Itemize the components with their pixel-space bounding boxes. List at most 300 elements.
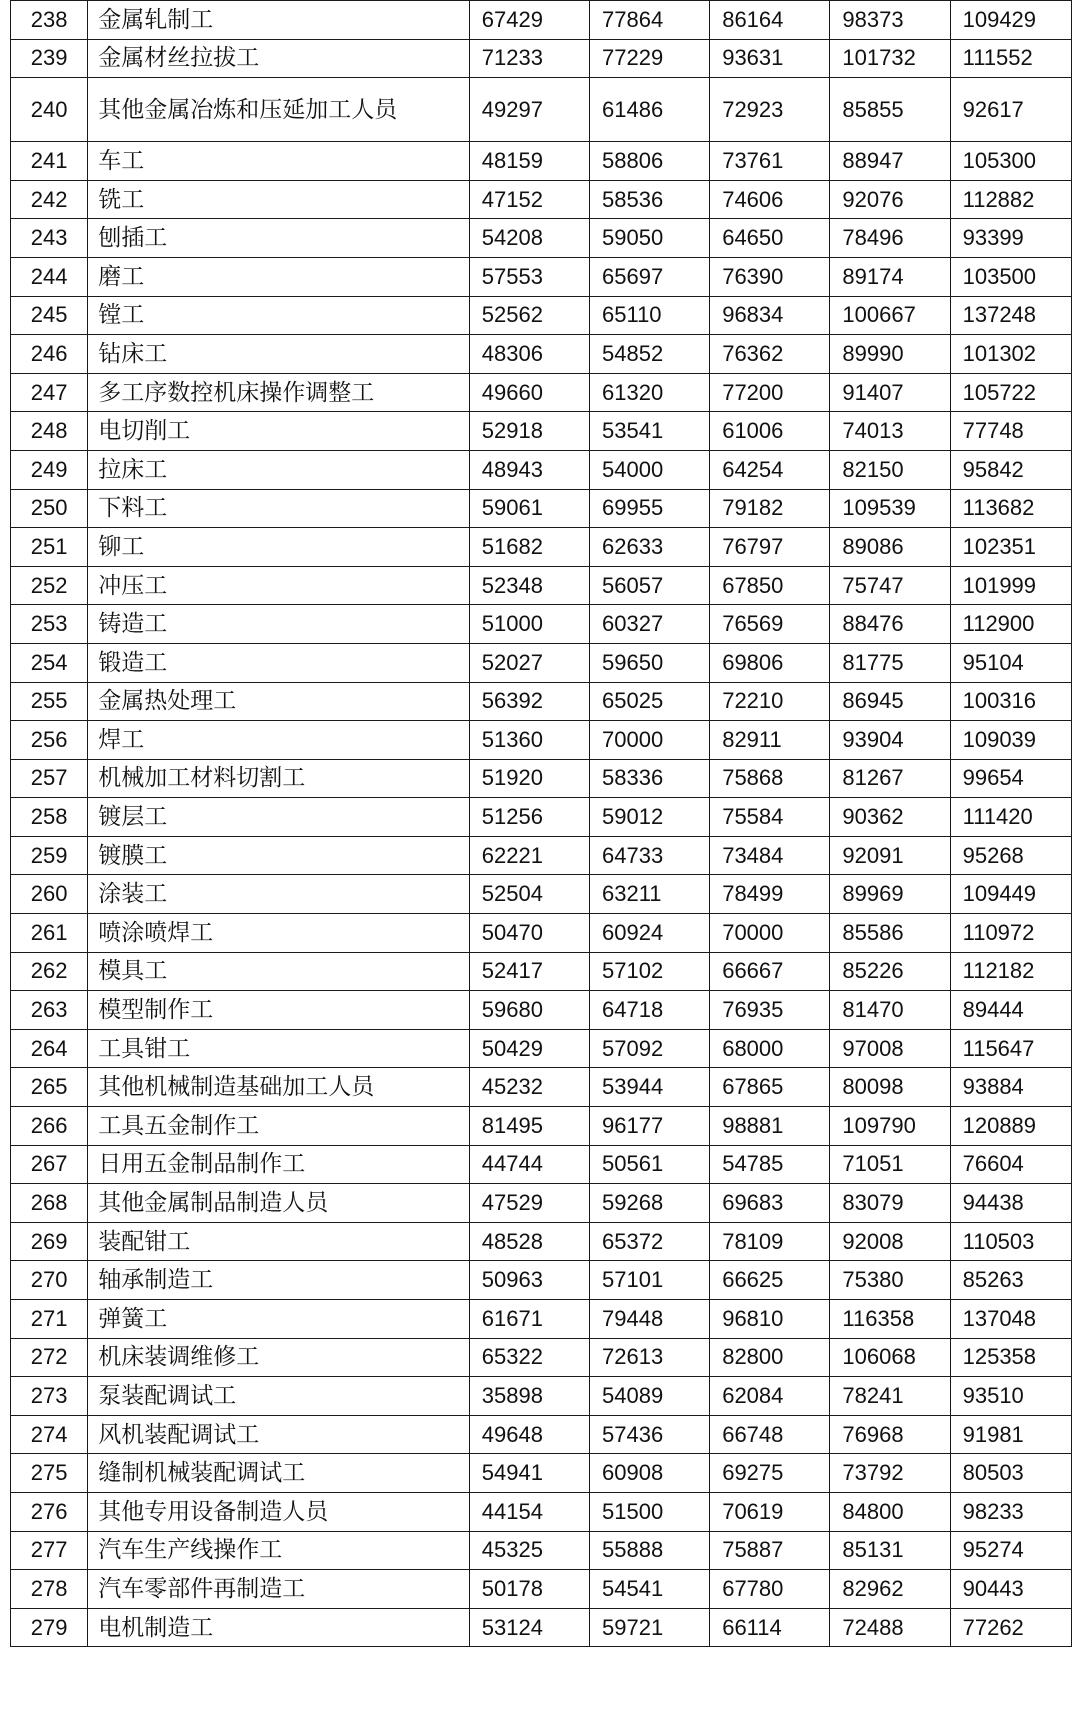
occupation-name-cell: 冲压工 [88,566,470,605]
occupation-name-cell: 铣工 [88,180,470,219]
table-row [11,450,1072,489]
salary-value-cell: 106068 [830,1338,950,1377]
table-row [11,759,1072,798]
salary-value-cell: 47529 [469,1184,589,1223]
table-row [11,1184,1072,1223]
salary-value-cell: 51360 [469,721,589,760]
salary-value-cell: 116358 [830,1300,950,1339]
salary-table-page [10,0,1072,1647]
table-row [11,142,1072,181]
salary-value-cell: 75747 [830,566,950,605]
salary-value-cell: 76968 [830,1415,950,1454]
salary-value-cell: 68000 [710,1029,830,1068]
table-row [11,721,1072,760]
occupation-code-cell: 266 [11,1107,88,1146]
salary-value-cell: 79182 [710,489,830,528]
occupation-name-cell: 其他金属冶炼和压延加工人员 [88,78,470,142]
occupation-code-cell: 278 [11,1570,88,1609]
occupation-name-cell: 喷涂喷焊工 [88,914,470,953]
salary-value-cell: 77748 [950,412,1071,451]
salary-value-cell: 97008 [830,1029,950,1068]
occupation-name-cell: 电切削工 [88,412,470,451]
salary-value-cell: 71051 [830,1145,950,1184]
salary-value-cell: 66625 [710,1261,830,1300]
salary-value-cell: 93884 [950,1068,1071,1107]
occupation-name-cell: 刨插工 [88,219,470,258]
salary-value-cell: 54000 [590,450,710,489]
salary-value-cell: 59680 [469,991,589,1030]
salary-value-cell: 59061 [469,489,589,528]
salary-value-cell: 82800 [710,1338,830,1377]
salary-value-cell: 54852 [590,335,710,374]
salary-value-cell: 52348 [469,566,589,605]
occupation-code-cell: 242 [11,180,88,219]
occupation-code-cell: 240 [11,78,88,142]
salary-value-cell: 111552 [950,39,1071,78]
salary-value-cell: 112900 [950,605,1071,644]
occupation-name-cell: 下料工 [88,489,470,528]
table-row [11,1531,1072,1570]
occupation-code-cell: 262 [11,952,88,991]
occupation-code-cell: 277 [11,1531,88,1570]
salary-value-cell: 45325 [469,1531,589,1570]
salary-value-cell: 115647 [950,1029,1071,1068]
occupation-name-cell: 机械加工材料切割工 [88,759,470,798]
table-row [11,1454,1072,1493]
salary-value-cell: 91981 [950,1415,1071,1454]
salary-value-cell: 53124 [469,1608,589,1647]
salary-value-cell: 60908 [590,1454,710,1493]
salary-value-cell: 50561 [590,1145,710,1184]
occupation-name-cell: 金属热处理工 [88,682,470,721]
table-row [11,566,1072,605]
salary-value-cell: 78109 [710,1222,830,1261]
salary-value-cell: 113682 [950,489,1071,528]
salary-value-cell: 98233 [950,1492,1071,1531]
occupation-code-cell: 246 [11,335,88,374]
salary-value-cell: 65322 [469,1338,589,1377]
occupation-name-cell: 镀膜工 [88,836,470,875]
occupation-code-cell: 270 [11,1261,88,1300]
occupation-name-cell: 其他专用设备制造人员 [88,1492,470,1531]
occupation-code-cell: 253 [11,605,88,644]
salary-value-cell: 110972 [950,914,1071,953]
table-row [11,1107,1072,1146]
occupation-code-cell: 247 [11,373,88,412]
table-row [11,1029,1072,1068]
occupation-code-cell: 250 [11,489,88,528]
salary-value-cell: 77229 [590,39,710,78]
salary-value-cell: 58336 [590,759,710,798]
occupation-name-cell: 缝制机械装配调试工 [88,1454,470,1493]
salary-value-cell: 109790 [830,1107,950,1146]
salary-value-cell: 69683 [710,1184,830,1223]
salary-value-cell: 54941 [469,1454,589,1493]
salary-value-cell: 53541 [590,412,710,451]
salary-value-cell: 70000 [590,721,710,760]
occupation-code-cell: 243 [11,219,88,258]
salary-value-cell: 67429 [469,1,589,40]
salary-value-cell: 95104 [950,643,1071,682]
occupation-name-cell: 轴承制造工 [88,1261,470,1300]
salary-value-cell: 64650 [710,219,830,258]
salary-value-cell: 75868 [710,759,830,798]
salary-value-cell: 95274 [950,1531,1071,1570]
salary-value-cell: 45232 [469,1068,589,1107]
table-row [11,875,1072,914]
salary-value-cell: 80503 [950,1454,1071,1493]
salary-value-cell: 52027 [469,643,589,682]
salary-value-cell: 81775 [830,643,950,682]
occupation-code-cell: 275 [11,1454,88,1493]
occupation-name-cell: 锻造工 [88,643,470,682]
salary-value-cell: 73484 [710,836,830,875]
table-row [11,1570,1072,1609]
salary-value-cell: 83079 [830,1184,950,1223]
salary-value-cell: 51500 [590,1492,710,1531]
salary-value-cell: 49648 [469,1415,589,1454]
salary-value-cell: 51256 [469,798,589,837]
salary-value-cell: 70619 [710,1492,830,1531]
occupation-name-cell: 镀层工 [88,798,470,837]
salary-value-cell: 57553 [469,257,589,296]
salary-value-cell: 77864 [590,1,710,40]
table-row [11,1492,1072,1531]
salary-value-cell: 48159 [469,142,589,181]
salary-value-cell: 67850 [710,566,830,605]
occupation-code-cell: 244 [11,257,88,296]
salary-value-cell: 57092 [590,1029,710,1068]
salary-value-cell: 61006 [710,412,830,451]
salary-value-cell: 82962 [830,1570,950,1609]
salary-value-cell: 86164 [710,1,830,40]
salary-value-cell: 85855 [830,78,950,142]
occupation-code-cell: 263 [11,991,88,1030]
salary-value-cell: 96177 [590,1107,710,1146]
table-row [11,914,1072,953]
salary-value-cell: 69955 [590,489,710,528]
salary-value-cell: 89086 [830,528,950,567]
salary-value-cell: 72613 [590,1338,710,1377]
salary-value-cell: 95842 [950,450,1071,489]
occupation-name-cell: 机床装调维修工 [88,1338,470,1377]
salary-value-cell: 65372 [590,1222,710,1261]
table-row [11,1261,1072,1300]
occupation-code-cell: 268 [11,1184,88,1223]
occupation-code-cell: 261 [11,914,88,953]
salary-value-cell: 112182 [950,952,1071,991]
salary-value-cell: 76569 [710,605,830,644]
salary-value-cell: 62633 [590,528,710,567]
salary-value-cell: 49297 [469,78,589,142]
salary-value-cell: 110503 [950,1222,1071,1261]
salary-value-cell: 89444 [950,991,1071,1030]
salary-value-cell: 64733 [590,836,710,875]
occupation-name-cell: 装配钳工 [88,1222,470,1261]
occupation-code-cell: 252 [11,566,88,605]
salary-value-cell: 102351 [950,528,1071,567]
occupation-name-cell: 涂装工 [88,875,470,914]
salary-value-cell: 62221 [469,836,589,875]
salary-value-cell: 76390 [710,257,830,296]
salary-value-cell: 92076 [830,180,950,219]
salary-value-cell: 93904 [830,721,950,760]
occupation-code-cell: 271 [11,1300,88,1339]
occupation-code-cell: 279 [11,1608,88,1647]
salary-value-cell: 88476 [830,605,950,644]
occupation-code-cell: 251 [11,528,88,567]
salary-value-cell: 63211 [590,875,710,914]
salary-value-cell: 85263 [950,1261,1071,1300]
salary-value-cell: 98881 [710,1107,830,1146]
salary-value-cell: 77262 [950,1608,1071,1647]
salary-value-cell: 88947 [830,142,950,181]
occupation-name-cell: 焊工 [88,721,470,760]
salary-value-cell: 92617 [950,78,1071,142]
salary-value-cell: 48306 [469,335,589,374]
salary-value-cell: 75380 [830,1261,950,1300]
salary-value-cell: 109429 [950,1,1071,40]
salary-value-cell: 93510 [950,1377,1071,1416]
salary-value-cell: 54785 [710,1145,830,1184]
salary-value-cell: 100316 [950,682,1071,721]
salary-value-cell: 72923 [710,78,830,142]
salary-value-cell: 89969 [830,875,950,914]
salary-value-cell: 98373 [830,1,950,40]
table-row [11,798,1072,837]
occupation-code-cell: 264 [11,1029,88,1068]
salary-value-cell: 55888 [590,1531,710,1570]
salary-value-cell: 96810 [710,1300,830,1339]
occupation-code-cell: 241 [11,142,88,181]
salary-value-cell: 71233 [469,39,589,78]
salary-value-cell: 78241 [830,1377,950,1416]
salary-value-cell: 58806 [590,142,710,181]
table-row [11,1300,1072,1339]
occupation-name-cell: 其他金属制品制造人员 [88,1184,470,1223]
salary-value-cell: 95268 [950,836,1071,875]
salary-value-cell: 78499 [710,875,830,914]
salary-value-cell: 109539 [830,489,950,528]
salary-value-cell: 67865 [710,1068,830,1107]
occupation-code-cell: 267 [11,1145,88,1184]
salary-value-cell: 50429 [469,1029,589,1068]
occupation-code-cell: 272 [11,1338,88,1377]
occupation-name-cell: 工具钳工 [88,1029,470,1068]
salary-value-cell: 72210 [710,682,830,721]
salary-value-cell: 70000 [710,914,830,953]
table-row [11,682,1072,721]
occupation-code-cell: 265 [11,1068,88,1107]
salary-value-cell: 52562 [469,296,589,335]
table-row [11,373,1072,412]
table-row [11,991,1072,1030]
salary-value-cell: 59721 [590,1608,710,1647]
salary-value-cell: 91407 [830,373,950,412]
salary-value-cell: 112882 [950,180,1071,219]
salary-value-cell: 81495 [469,1107,589,1146]
salary-value-cell: 73792 [830,1454,950,1493]
salary-value-cell: 101302 [950,335,1071,374]
salary-value-cell: 76604 [950,1145,1071,1184]
salary-value-cell: 52504 [469,875,589,914]
salary-value-cell: 54541 [590,1570,710,1609]
occupation-code-cell: 257 [11,759,88,798]
occupation-name-cell: 铆工 [88,528,470,567]
occupation-code-cell: 254 [11,643,88,682]
salary-value-cell: 50178 [469,1570,589,1609]
salary-value-cell: 81470 [830,991,950,1030]
salary-value-cell: 54208 [469,219,589,258]
table-row [11,1,1072,40]
salary-value-cell: 120889 [950,1107,1071,1146]
salary-value-cell: 62084 [710,1377,830,1416]
occupation-name-cell: 汽车生产线操作工 [88,1531,470,1570]
salary-value-cell: 60327 [590,605,710,644]
salary-value-cell: 109449 [950,875,1071,914]
table-row [11,489,1072,528]
table-row [11,412,1072,451]
salary-value-cell: 61486 [590,78,710,142]
table-row [11,1608,1072,1647]
table-row [11,1415,1072,1454]
salary-value-cell: 60924 [590,914,710,953]
occupation-code-cell: 274 [11,1415,88,1454]
salary-value-cell: 81267 [830,759,950,798]
salary-value-cell: 67780 [710,1570,830,1609]
salary-value-cell: 51920 [469,759,589,798]
salary-value-cell: 94438 [950,1184,1071,1223]
salary-value-cell: 82911 [710,721,830,760]
salary-value-cell: 48528 [469,1222,589,1261]
occupation-name-cell: 多工序数控机床操作调整工 [88,373,470,412]
table-row [11,78,1072,142]
occupation-name-cell: 弹簧工 [88,1300,470,1339]
table-row [11,180,1072,219]
salary-value-cell: 57101 [590,1261,710,1300]
salary-value-cell: 54089 [590,1377,710,1416]
occupation-code-cell: 258 [11,798,88,837]
table-row [11,296,1072,335]
salary-value-cell: 82150 [830,450,950,489]
occupation-code-cell: 239 [11,39,88,78]
salary-value-cell: 100667 [830,296,950,335]
salary-value-cell: 73761 [710,142,830,181]
salary-value-cell: 57102 [590,952,710,991]
occupation-name-cell: 工具五金制作工 [88,1107,470,1146]
occupation-code-cell: 276 [11,1492,88,1531]
salary-table [10,0,1072,1647]
salary-value-cell: 47152 [469,180,589,219]
salary-value-cell: 59050 [590,219,710,258]
salary-value-cell: 125358 [950,1338,1071,1377]
salary-value-cell: 84800 [830,1492,950,1531]
salary-value-cell: 76362 [710,335,830,374]
salary-value-cell: 89990 [830,335,950,374]
salary-value-cell: 51000 [469,605,589,644]
salary-value-cell: 89174 [830,257,950,296]
table-row [11,836,1072,875]
salary-value-cell: 65110 [590,296,710,335]
table-row [11,335,1072,374]
salary-value-cell: 61320 [590,373,710,412]
salary-value-cell: 75887 [710,1531,830,1570]
salary-value-cell: 50963 [469,1261,589,1300]
salary-value-cell: 66748 [710,1415,830,1454]
occupation-name-cell: 其他机械制造基础加工人员 [88,1068,470,1107]
occupation-code-cell: 269 [11,1222,88,1261]
salary-value-cell: 64718 [590,991,710,1030]
occupation-code-cell: 273 [11,1377,88,1416]
table-row [11,219,1072,258]
occupation-name-cell: 汽车零部件再制造工 [88,1570,470,1609]
salary-value-cell: 105300 [950,142,1071,181]
salary-value-cell: 44154 [469,1492,589,1531]
salary-value-cell: 74606 [710,180,830,219]
salary-value-cell: 96834 [710,296,830,335]
occupation-name-cell: 电机制造工 [88,1608,470,1647]
table-row [11,39,1072,78]
salary-value-cell: 75584 [710,798,830,837]
salary-value-cell: 53944 [590,1068,710,1107]
salary-value-cell: 69275 [710,1454,830,1493]
table-row [11,1338,1072,1377]
salary-value-cell: 72488 [830,1608,950,1647]
occupation-name-cell: 车工 [88,142,470,181]
occupation-code-cell: 256 [11,721,88,760]
occupation-name-cell: 风机装配调试工 [88,1415,470,1454]
salary-value-cell: 51682 [469,528,589,567]
occupation-code-cell: 248 [11,412,88,451]
salary-value-cell: 66114 [710,1608,830,1647]
table-row [11,528,1072,567]
occupation-code-cell: 249 [11,450,88,489]
salary-value-cell: 85586 [830,914,950,953]
salary-value-cell: 56392 [469,682,589,721]
salary-value-cell: 137248 [950,296,1071,335]
table-row [11,605,1072,644]
salary-value-cell: 66667 [710,952,830,991]
salary-value-cell: 103500 [950,257,1071,296]
salary-value-cell: 93631 [710,39,830,78]
salary-value-cell: 59012 [590,798,710,837]
salary-value-cell: 44744 [469,1145,589,1184]
salary-value-cell: 80098 [830,1068,950,1107]
salary-value-cell: 69806 [710,643,830,682]
occupation-name-cell: 磨工 [88,257,470,296]
occupation-name-cell: 铸造工 [88,605,470,644]
occupation-code-cell: 255 [11,682,88,721]
salary-value-cell: 74013 [830,412,950,451]
salary-value-cell: 35898 [469,1377,589,1416]
salary-value-cell: 101999 [950,566,1071,605]
salary-value-cell: 48943 [469,450,589,489]
salary-value-cell: 86945 [830,682,950,721]
occupation-code-cell: 245 [11,296,88,335]
salary-value-cell: 56057 [590,566,710,605]
salary-value-cell: 65025 [590,682,710,721]
occupation-code-cell: 259 [11,836,88,875]
salary-value-cell: 76797 [710,528,830,567]
occupation-code-cell: 260 [11,875,88,914]
salary-value-cell: 92008 [830,1222,950,1261]
occupation-name-cell: 模具工 [88,952,470,991]
salary-value-cell: 90443 [950,1570,1071,1609]
table-row [11,1222,1072,1261]
salary-value-cell: 58536 [590,180,710,219]
salary-value-cell: 65697 [590,257,710,296]
salary-value-cell: 79448 [590,1300,710,1339]
